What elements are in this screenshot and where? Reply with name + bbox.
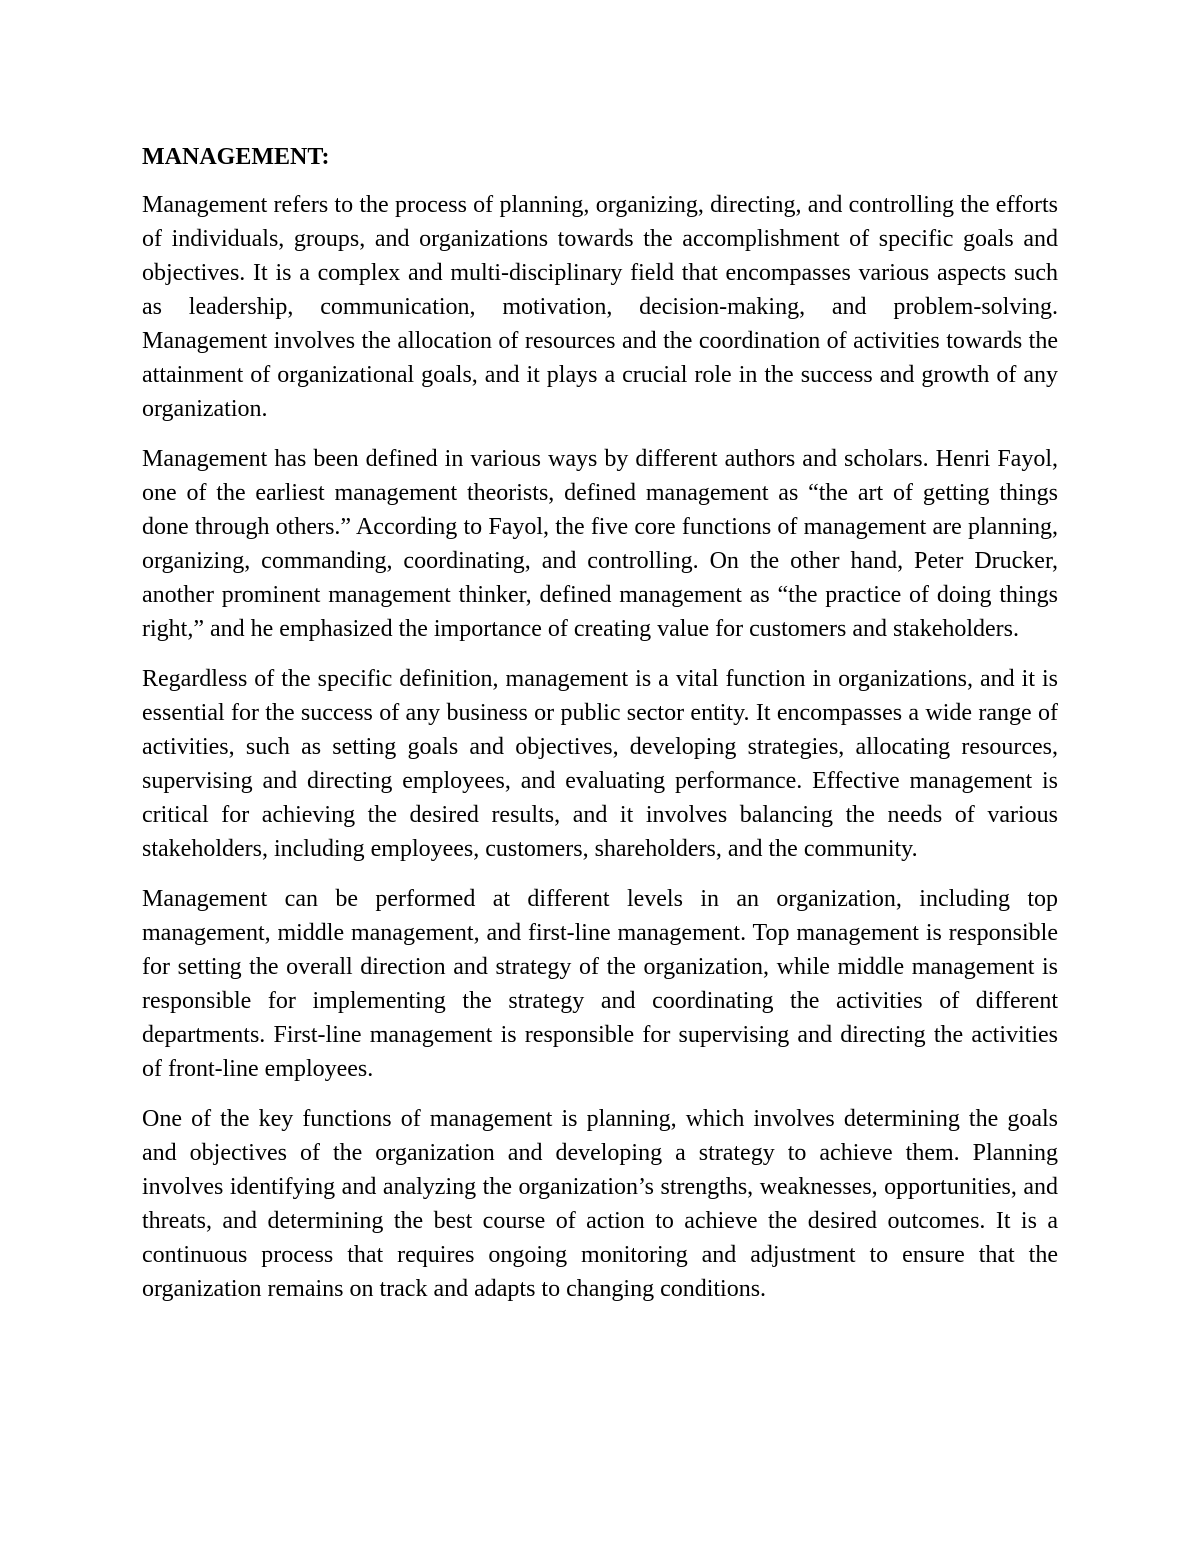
paragraph-authors: Management has been defined in various ways by different authors and scholars. Henri Fayol, one of the earliest management theorists, defined management as “the art of getting things done through others.” According to Fayol, the five core functions of management are planning, organizing, commanding, coordinating, and controlling. On the other hand, Peter Drucker, another prominent management thinker, defined management as “the practice of doing things right,” and he emphasized the importance of creating value for customers and stakeholders.	[142, 446, 1058, 642]
document-heading: MANAGEMENT:	[142, 144, 330, 170]
paragraph-planning: One of the key functions of management is planning, which involves determining the goals and objectives of the organization and developing a strategy to achieve them. Planning involves identifying and analyzing the organization’s strengths, weaknesses, opportunities, and threats, and determining the best course of action to achieve the desired outcomes. It is a continuous process that requires ongoing monitoring and adjustment to ensure that the organization remains on track and adapts to changing conditions.	[142, 1106, 1058, 1302]
paragraph-levels: Management can be performed at different levels in an organization, including top management, middle management, and first-line management. Top management is responsible for setting the overall direction and strategy of the organization, while middle management is responsible for implementing the strategy and coordinating the activities of different departments. First-line management is responsible for supervising and directing the activities of front-line employees.	[142, 886, 1058, 1082]
paragraph-vital-function: Regardless of the specific definition, management is a vital function in organizations, and it is essential for the success of any business or public sector entity. It encompasses a wide range of activities, such as setting goals and objectives, developing strategies, allocating resources, supervising and directing employees, and evaluating performance. Effective management is critical for achieving the desired results, and it involves balancing the needs of various stakeholders, including employees, customers, shareholders, and the community.	[142, 666, 1058, 862]
document-page	[142, 140, 1058, 1322]
paragraph-definition: Management refers to the process of planning, organizing, directing, and controlling the efforts of individuals, groups, and organizations towards the accomplishment of specific goals and objectives. It is a complex and multi-disciplinary field that encompasses various aspects such as leadership, communication, motivation, decision-making, and problem-solving. Management involves the allocation of resources and the coordination of activities towards the attainment of organizational goals, and it plays a crucial role in the success and growth of any organization.	[142, 192, 1058, 422]
